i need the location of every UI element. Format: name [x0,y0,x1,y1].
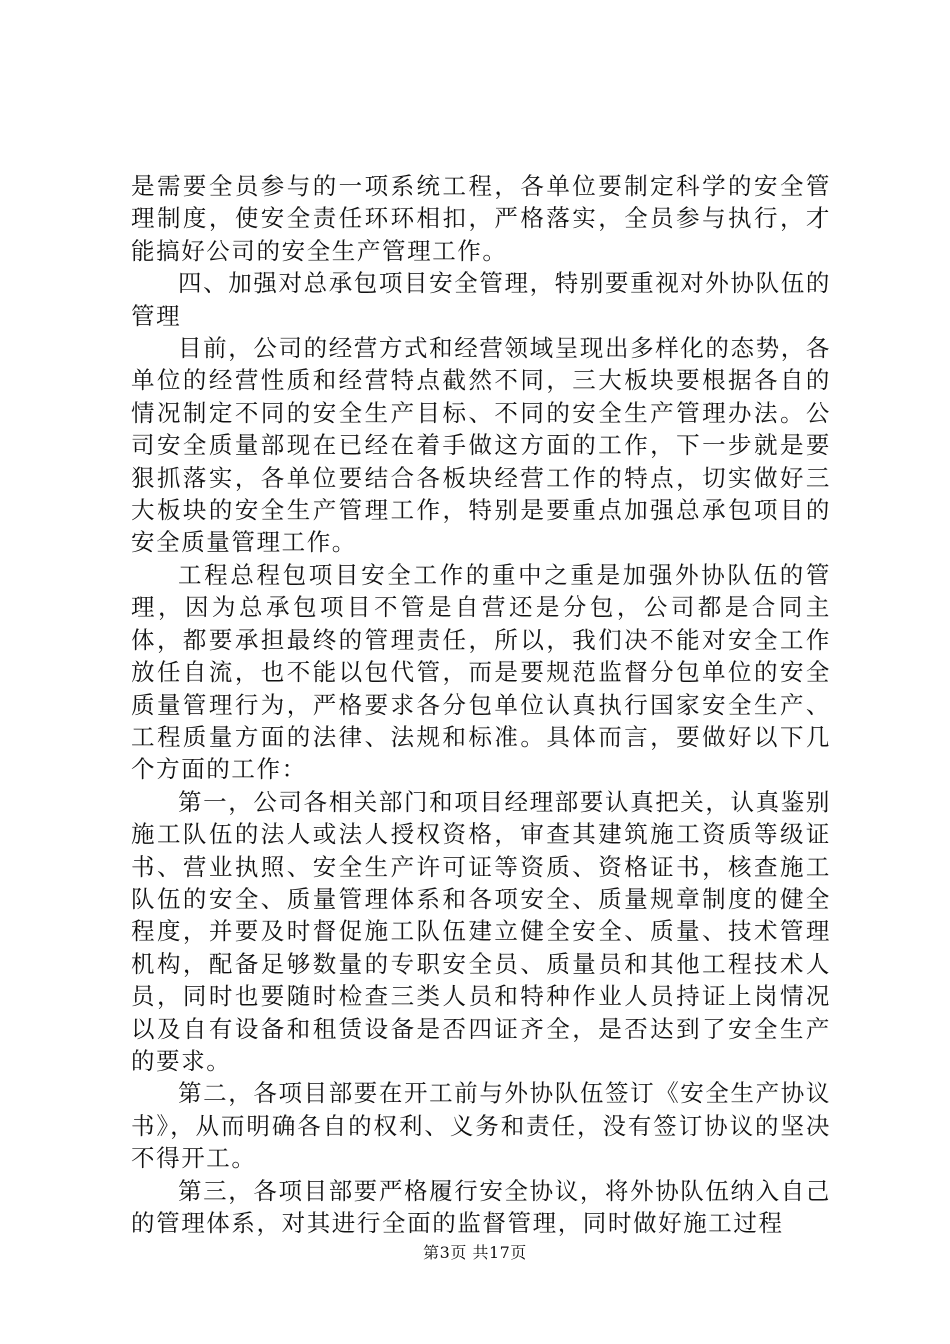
paragraph-item-two: 第二，各项目部要在开工前与外协队伍签订《安全生产协议书》，从而明确各自的权利、义务和责任，没有签订协议的坚决不得开工。 [131,1079,831,1173]
section-heading-four: 四、加强对总承包项目安全管理，特别要重视对外协队伍的管理 [131,269,831,330]
paragraph-item-one: 第一，公司各相关部门和项目经理部要认真把关，认真鉴别施工队伍的法人或法人授权资格，审查其建筑施工资质等级证书、营业执照、安全生产许可证等资质、资格证书，核查施工队伍的安全、质量管理体系和各项安全、质量规章制度的健全程度，并要及时督促施工队伍建立健全安全、质量、技术管理机构，配备足够数量的专职安全员、质量员和其他工程技术人员，同时也要随时检查三类人员和特种作业人员持证上岗情况以及自有设备和租赁设备是否四证齐全，是否达到了安全生产的要求。 [131,787,831,1075]
paragraph-item-three: 第三，各项目部要严格履行安全协议，将外协队伍纳入自己的管理体系，对其进行全面的监督管理，同时做好施工过程 [131,1176,831,1237]
paragraph-outsourced-teams: 工程总程包项目安全工作的重中之重是加强外协队伍的管理，因为总承包项目不管是自营还是分包，公司都是合同主体，都要承担最终的管理责任，所以，我们决不能对安全工作放任自流，也不能以包代管，而是要规范监督分包单位的安全质量管理行为，严格要求各分包单位认真执行国家安全生产、工程质量方面的法律、法规和标准。具体而言，要做好以下几个方面的工作： [131,560,831,784]
document-body [131,170,831,1239]
page-footer: 第3页 共17页 [423,1243,527,1262]
paragraph-current-situation: 目前，公司的经营方式和经营领域呈现出多样化的态势，各单位的经营性质和经营特点截然不同，三大板块要根据各自的情况制定不同的安全生产目标、不同的安全生产管理办法。公司安全质量部现在已经在着手做这方面的工作，下一步就是要狠抓落实，各单位要结合各板块经营工作的特点，切实做好三大板块的安全生产管理工作，特别是要重点加强总承包项目的安全质量管理工作。 [131,334,831,557]
paragraph-continuation: 是需要全员参与的一项系统工程，各单位要制定科学的安全管理制度，使安全责任环环相扣，严格落实，全员参与执行，才能搞好公司的安全生产管理工作。 [131,172,831,265]
